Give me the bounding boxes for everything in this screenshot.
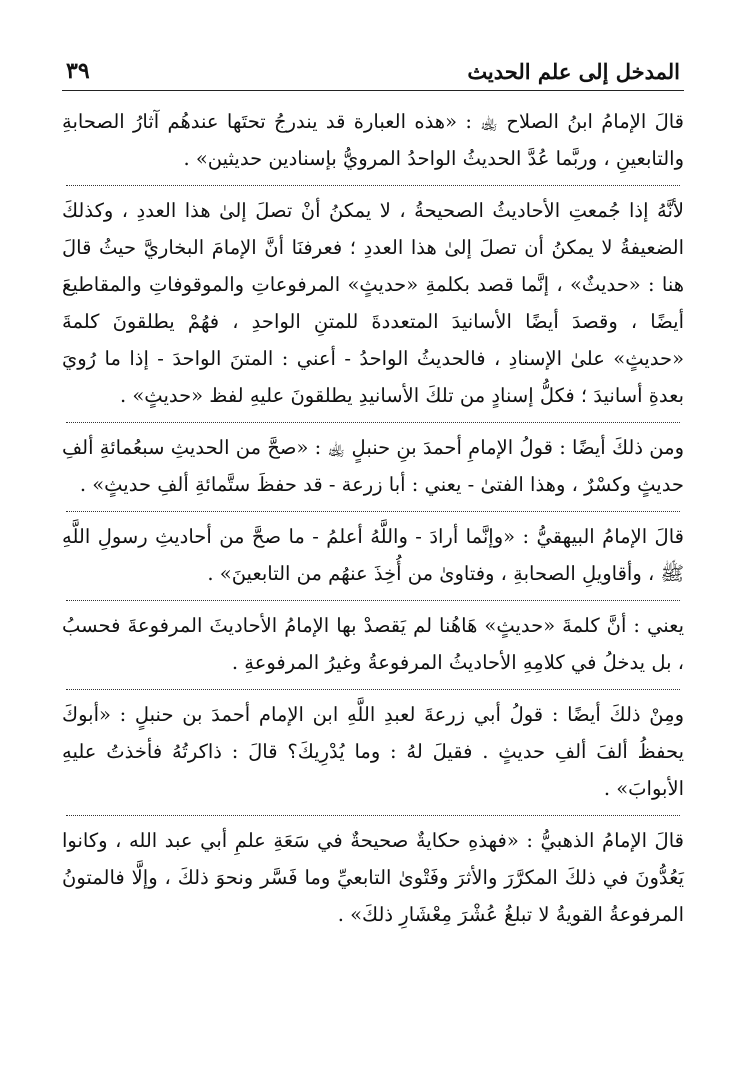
running-head-title: المدخل إلى علم الحديث	[467, 59, 680, 84]
page-body	[62, 91, 684, 933]
paragraph-dhahabi: قالَ الإمامُ الذهبيُّ : «فهذهِ حكايةٌ صحيحةٌ في سَعَةِ علمِ أبي عبد الله ، وكانوا يَعُدُّونَ في ذلكَ المكرَّرَ والأثرَ وفَتْوىٰ التابعيِّ وما فَسَّر ونحوَ ذلكَ ، وإلَّا فالمتونُ المرفوعةُ القويةُ لا تبلغُ عُشْرَ مِعْشَارِ ذلكَ» .	[62, 829, 684, 926]
paragraph-ibn-salah: قالَ الإمامُ ابنُ الصلاح ﵀ : «هذه العبارة قد يندرجُ تحتَها عندهُم آثارُ الصحابةِ والتابعينِ ، وربَّما عُدَّ الحديثُ الواحدُ المرويُّ بإسنادين حديثين» .	[62, 110, 684, 170]
paragraph-bayhaqi: قالَ الإمامُ البيهقيُّ : «وإنَّما أرادَ - واللَّهُ أعلمُ - ما صحَّ من أحاديثِ رسولِ اللَّهِ ﷺ ، وأقاويلِ الصحابةِ ، وفتاوىٰ من أُخِذَ عنهُم من التابعينَ» .	[62, 525, 684, 585]
paragraph-separator	[66, 422, 680, 423]
running-head	[62, 40, 684, 91]
book-page	[62, 40, 684, 1040]
paragraph-separator	[66, 815, 680, 816]
paragraph-separator	[66, 689, 680, 690]
paragraph-explanation: لأنَّهُ إذا جُمعتِ الأحاديثُ الصحيحةُ ، لا يمكنُ أنْ تصلَ إلىٰ هذا العددِ ، وكذلكَ الضعيفةُ لا يمكنُ أن تصلَ إلىٰ هذا العددِ ؛ فعرفنَا أنَّ الإمامَ البخاريَّ حيثُ قالَ هنا : «حديثٌ» ، إنَّما قصد بكلمةِ «حديثٍ» المرفوعاتِ والموقوفاتِ والمقاطيعَ أيضًا ، وقصدَ أيضًا الأسانيدَ المتعددةَ للمتنِ الواحدِ ، فهُمْ يطلقونَ كلمةَ «حديثٍ» علىٰ الإسنادِ ، فالحديثُ الواحدُ - أعني : المتنَ الواحدَ - إذا ما رُويَ بعدةِ أسانيدَ ؛ فكلُّ إسنادٍ من تلكَ الأسانيدِ يطلقونَ عليهِ لفظ «حديثٍ» .	[62, 199, 684, 407]
paragraph-separator	[66, 600, 680, 601]
paragraph-separator	[66, 185, 680, 186]
paragraph-meaning: يعني : أنَّ كلمةَ «حديثٍ» هَاهُنا لم يَقصدْ بها الإمامُ الأحاديثَ المرفوعةَ فحسبُ ، بل يدخلُ في كلامِهِ الأحاديثُ المرفوعةُ وغيرُ المرفوعةِ .	[62, 614, 684, 674]
page-number: ٣٩	[66, 58, 90, 84]
paragraph-separator	[66, 511, 680, 512]
paragraph-abu-zura: ومِنْ ذلكَ أيضًا : قولُ أبي زرعةَ لعبدِ اللَّهِ ابن الإمام أحمدَ بن حنبلٍ : «أبوكَ يحفظُ ألفَ ألفِ حديثٍ . فقيلَ لهُ : وما يُدْرِيكَ؟ قالَ : ذاكرتُهُ فأخذتُ عليهِ الأبوابَ» .	[62, 703, 684, 800]
paragraph-ahmad: ومن ذلكَ أيضًا : قولُ الإمامِ أحمدَ بنِ حنبلٍ ﵀ : «صحَّ من الحديثِ سبعُمائةِ ألفِ حديثٍ وكسْرٌ ، وهذا الفتىٰ - يعني : أبا زرعة - قد حفظَ ستَّمائةِ ألفِ حديثٍ» .	[62, 436, 684, 496]
